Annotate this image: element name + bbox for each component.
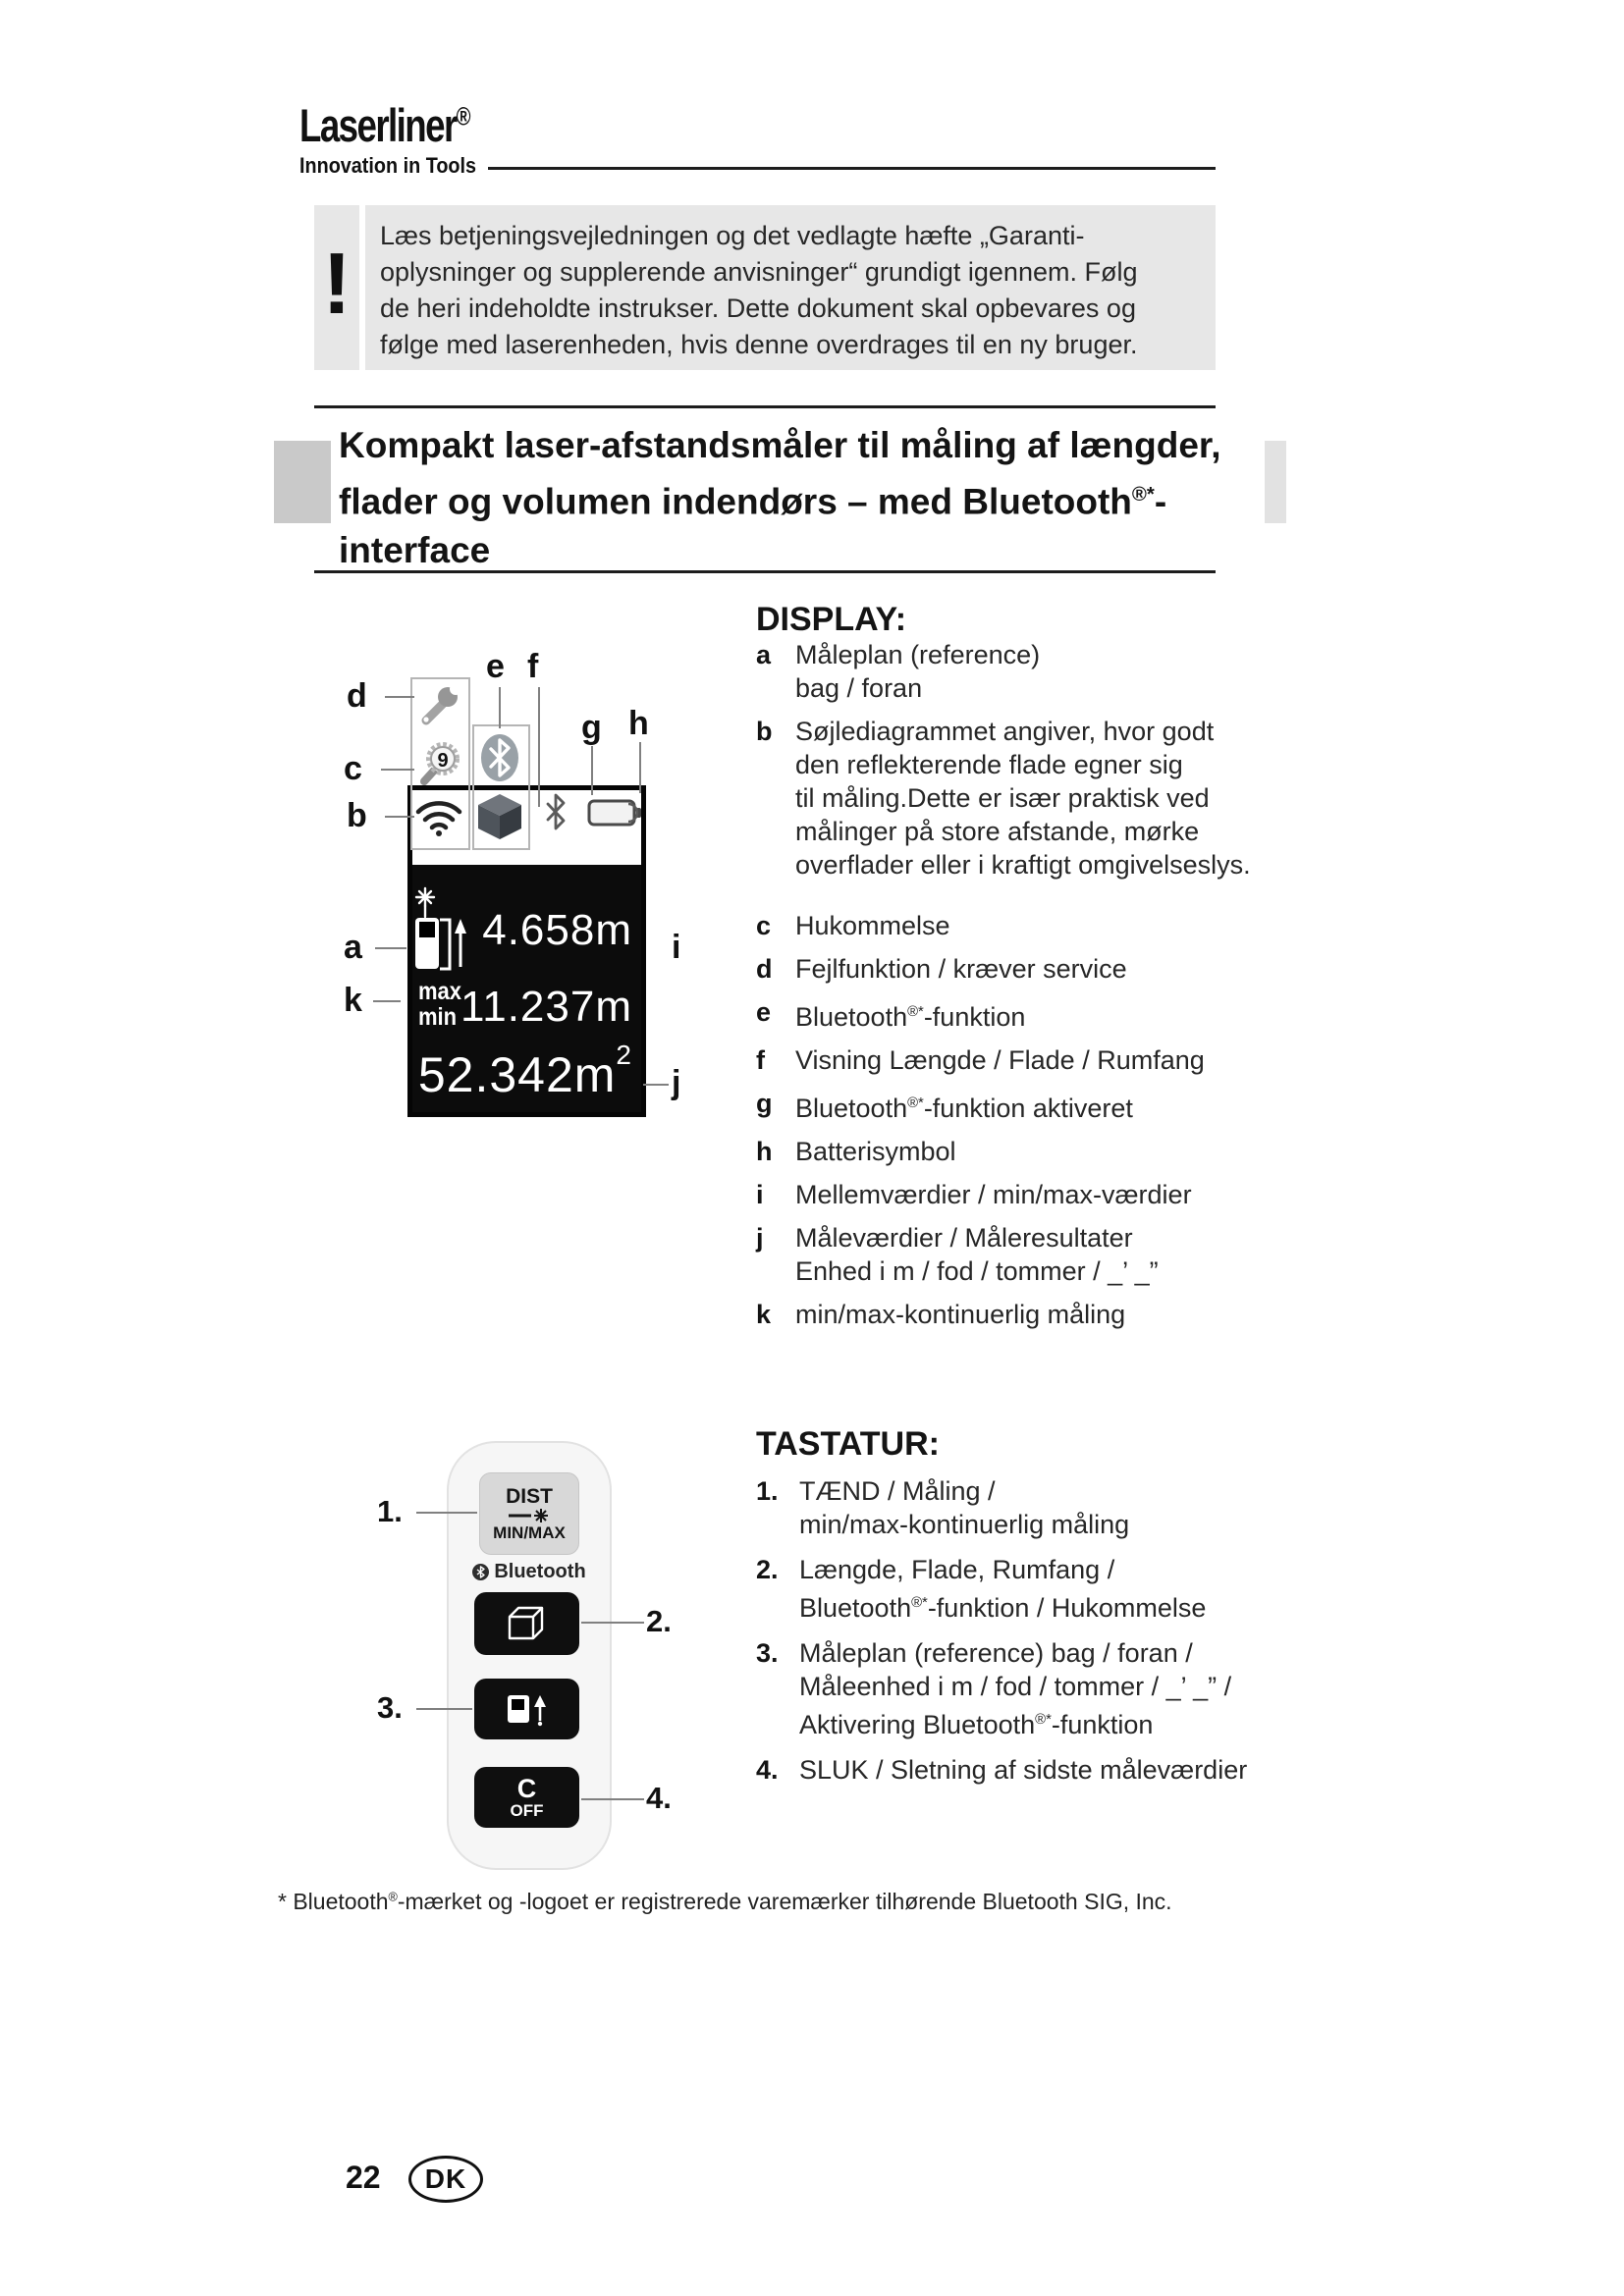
bluetooth-small-icon — [545, 793, 567, 830]
keypad-line-3 — [416, 1708, 472, 1710]
callout-line-h — [639, 742, 641, 793]
callout-label-g: g — [581, 709, 602, 746]
square-unit-sup: 2 — [616, 1040, 632, 1070]
callout-line-g — [591, 746, 593, 795]
keypad-label-1: 1. — [377, 1494, 403, 1528]
wrench-icon — [416, 683, 461, 728]
display-list — [756, 638, 1335, 1341]
logo-tagline: Innovation in Tools — [299, 153, 477, 178]
warning-line: de heri indeholdte instrukser. Dette dokument skal opbevares og — [380, 294, 1136, 323]
page-number: 22 — [346, 2160, 381, 2195]
warning-line: oplysninger og supplerende anvisninger“ grundigt igennem. Følg — [380, 257, 1138, 287]
keypad-list — [756, 1474, 1335, 1798]
warning-text-box — [365, 205, 1216, 370]
keypad-label-3: 3. — [377, 1690, 403, 1725]
display-screen — [412, 865, 641, 1112]
heading-rule-top — [314, 405, 1216, 408]
signal-strength-icon — [413, 791, 464, 836]
callout-label-d: d — [347, 677, 367, 715]
mode-cube-button — [474, 1592, 579, 1655]
page-title-line: Kompakt laser-afstandsmåler til måling af længder, — [339, 425, 1221, 465]
warning-line: Læs betjeningsvejledningen og det vedlagte hæfte „Garanti- — [380, 221, 1085, 250]
reference-button — [474, 1679, 579, 1739]
callout-line-f — [538, 687, 540, 807]
battery-icon — [587, 797, 642, 828]
max-min-indicator: max min — [418, 978, 462, 1031]
heading-marker-left — [274, 441, 331, 523]
laser-beam-icon — [508, 1508, 551, 1523]
callout-label-c: c — [344, 750, 362, 787]
keypad-label-4: 4. — [646, 1781, 672, 1815]
bluetooth-wordmark: Bluetooth — [447, 1561, 612, 1583]
reading-intermediate: 4.658m — [482, 906, 632, 954]
list-item-b: b Søjlediagrammet angiver, hvor godt den reflekterende flade egner sig til måling.Dette er især praktisk ved målinger på store afstande, mørke overflader eller i kraftigt omgivelseslys. — [756, 717, 1251, 880]
list-item-e: e Bluetooth®*-funktion — [756, 997, 1026, 1032]
list-item-4: 4. SLUK / Sletning af sidste måleværdier — [756, 1755, 1248, 1785]
callout-line-j — [643, 1084, 669, 1086]
bluetooth-oval-icon — [479, 732, 520, 783]
list-item-1: 1. TÆND / Måling / min/max-kontinuerlig måling — [756, 1476, 1130, 1539]
bluetooth-logo-icon — [472, 1564, 489, 1580]
callout-label-k: k — [344, 982, 362, 1019]
reference-plane-icon — [505, 1691, 550, 1727]
keypad-line-4 — [581, 1798, 644, 1800]
list-item-c: c Hukommelse — [756, 911, 950, 940]
keypad-section-title: TASTATUR: — [756, 1425, 940, 1463]
laser-reference-icon — [414, 886, 469, 977]
heading-rule-bottom — [314, 570, 1216, 573]
list-item-i: i Mellemværdier / min/max-værdier — [756, 1180, 1192, 1209]
callout-label-f: f — [527, 648, 539, 685]
svg-text:9: 9 — [437, 750, 449, 772]
list-item-2: 2. Længde, Flade, Rumfang / Bluetooth®*-funktion / Hukommelse — [756, 1555, 1207, 1623]
page-title-line: interface — [339, 530, 491, 571]
exclamation-icon: ! — [322, 235, 352, 332]
cube-icon — [475, 791, 524, 842]
list-item-f: f Visning Længde / Flade / Rumfang — [756, 1045, 1205, 1075]
callout-label-e: e — [486, 648, 505, 685]
keypad-label-2: 2. — [646, 1604, 672, 1638]
language-badge: DK — [408, 2156, 483, 2203]
list-item-g: g Bluetooth®*-funktion aktiveret — [756, 1089, 1133, 1123]
page-title — [339, 421, 1221, 575]
bluetooth-trademark-footnote: * Bluetooth®-mærket og -logoet er registrerede varemærker tilhørende Bluetooth SIG, Inc. — [278, 1889, 1172, 1914]
heading-marker-right — [1265, 441, 1286, 523]
reading-result: $52.342m^2$ — [417, 1040, 632, 1102]
list-item-a: a Måleplan (reference) bag / foran — [756, 640, 1041, 703]
callout-label-j: j — [672, 1064, 681, 1101]
warning-line: følge med laserenheden, hvis denne overdrages til en ny bruger. — [380, 330, 1138, 359]
list-item-k: k min/max-kontinuerlig måling — [756, 1300, 1126, 1329]
callout-line-d — [385, 696, 414, 698]
callout-label-h: h — [628, 705, 649, 742]
reading-minmax: 11.237m — [460, 983, 632, 1031]
callout-line-c — [381, 769, 414, 771]
logo-brand-text: Laserliner® — [299, 99, 469, 151]
list-item-h: h Batterisymbol — [756, 1137, 956, 1166]
callout-line-e — [499, 687, 501, 728]
warning-exclamation-box — [314, 205, 359, 370]
memory-magnifier-9-icon — [415, 740, 462, 787]
keypad-line-1 — [416, 1512, 477, 1514]
list-item-j: j Måleværdier / Måleresultater Enhed i m / fod / tommer / _’ _” — [756, 1223, 1159, 1286]
callout-label-b: b — [347, 797, 367, 834]
keypad-line-2 — [581, 1622, 644, 1624]
display-section-title: DISPLAY: — [756, 601, 907, 638]
cube-outline-icon — [506, 1605, 549, 1642]
dist-minmax-button: DIST MIN/MAX — [479, 1472, 579, 1555]
list-item-d: d Fejlfunktion / kræver service — [756, 954, 1127, 984]
callout-line-a — [375, 947, 406, 949]
callout-label-a: a — [344, 929, 362, 966]
clear-off-button: C OFF — [474, 1767, 579, 1828]
page-title-line: flader og volumen indendørs – med Bluetooth®*- — [339, 481, 1167, 522]
callout-line-k — [373, 1000, 401, 1002]
laserliner-logo — [299, 98, 517, 179]
callout-line-b — [385, 816, 414, 818]
list-item-3: 3. Måleplan (reference) bag / foran / Måleenhed i m / fod / tommer / _’ _” / Aktivering Bluetooth®*-funktion — [756, 1638, 1232, 1739]
header-rule — [488, 167, 1216, 170]
callout-label-i: i — [672, 929, 681, 966]
